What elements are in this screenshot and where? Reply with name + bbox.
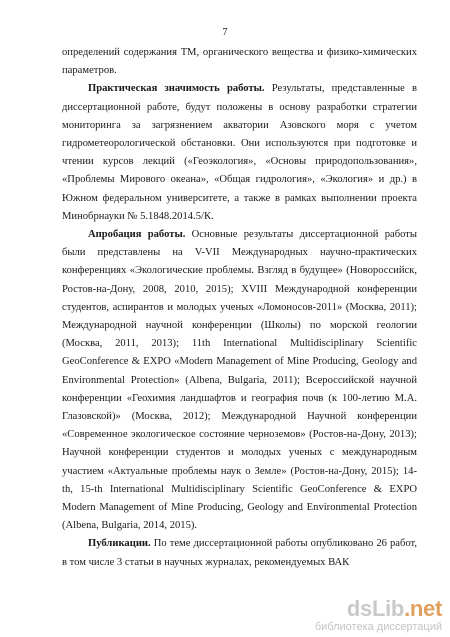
paragraph-text: Основные результаты диссертационной работы были представлены на V-VII Международных научно-практических конференциях «Экологические проблемы. Взгляд в будущее» (Новороссийск, Ростов-на-Дону, 2008, 2010, 2015); XVIII Международной конференции студентов, аспирантов и молодых ученых «Ломоносов-2011» (Москва, 2011); Международной научной конференции (Школы) по морской геологии (Москва, 2011, 2013); 11th International Multidisciplinary Scientific GeoConference & EXPO «Modern Management of Mine Producing, Geology and Environmental Protection» (Albena, Bulgaria, 2011); Всероссийской научной конференции «Геохимия ландшафтов и география почв (к 100-летию М.А. Глазовской)» (Москва, 2012); Международной Научной конференции «Современное экологическое состояние черноземов» (Ростов-на-Дону, 2013); Научной конференции студентов и молодых ученых с международным участием «Актуальные проблемы наук о Земле» (Ростов-на-Дону, 2015); 14-th, 15-th International Multidisciplinary Scientific GeoConference & EXPO Modern Management of Mine Producing, Geology and Environmental Protection (Albena, Bulgaria, 2014, 2015). (62, 229, 417, 532)
paragraph-continuation (62, 44, 417, 80)
paragraph-publications (62, 535, 417, 571)
paragraph-text: определений содержания ТМ, органического вещества и физико-химических параметров. (62, 47, 417, 77)
site-watermark (315, 598, 442, 633)
paragraph-heading: Апробация работы. (88, 229, 186, 241)
paragraph-text: По теме диссертационной работы опубликовано 26 работ, в том числе 3 статьи в научных журналах, рекомендуемых ВАК (62, 538, 417, 568)
watermark-tagline: библиотека диссертаций (314, 621, 442, 633)
document-body (62, 44, 417, 572)
watermark-logo (315, 598, 442, 620)
paragraph-heading: Публикации. (88, 538, 151, 550)
paragraph-heading: Практическая значимость работы. (88, 83, 265, 95)
paragraph-approbation (62, 226, 417, 535)
paragraph-text: Результаты, представленные в диссертационной работе, будут положены в основу разработки стратегии мониторинга за загрязнением акватории Азовского моря с учетом гидрометеорологической обстановки. Они используются при подготовке и чтении курсов лекций («Геоэкология», «Основы природопользования», «Проблемы Мирового океана», «Общая гидрология», «Экология» и др.) в Южном федеральном университете, а также в рамках выполнении проекта Минобрнауки № 5.1848.2014.5/К. (62, 83, 417, 222)
watermark-logo-domain: .net (404, 596, 442, 621)
watermark-logo-name: dsLib (346, 596, 405, 621)
paragraph-practical-significance (62, 80, 417, 226)
page-number: 7 (222, 27, 228, 38)
